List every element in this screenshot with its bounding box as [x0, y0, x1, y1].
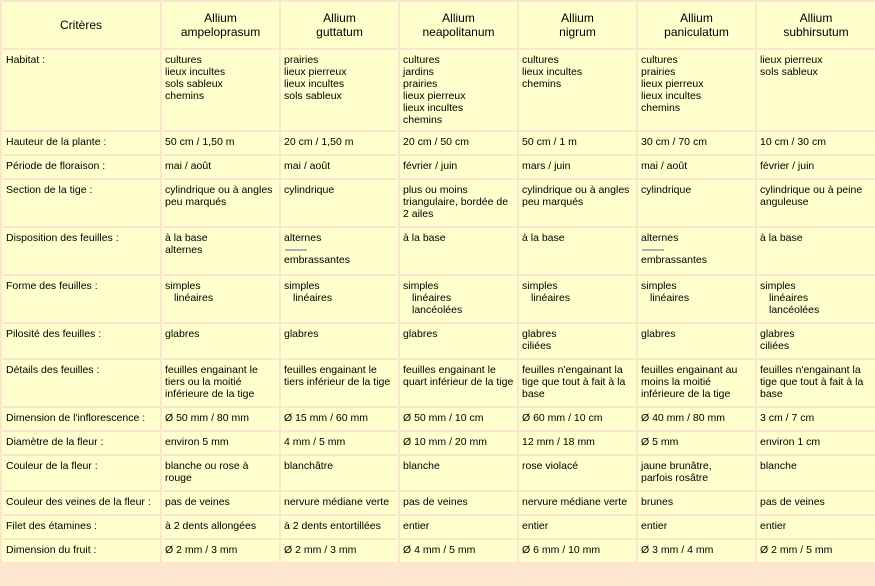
table-cell	[757, 408, 875, 430]
table-cell	[638, 492, 755, 514]
cell-text: lancéolées	[769, 304, 820, 316]
cell-text: sols sableux	[165, 78, 223, 90]
table-cell	[162, 408, 279, 430]
cell-text: cylindrique ou à angles peu marqués	[522, 184, 630, 208]
cell-text: alternes	[641, 232, 679, 244]
table-cell	[400, 228, 517, 274]
species-header: Allium neapolitanum	[400, 2, 517, 48]
table-row	[2, 492, 875, 514]
cell-text: Ø 10 mm / 20 mm	[403, 436, 488, 448]
table-cell	[162, 540, 279, 562]
cell-text: parfois rosâtre	[641, 472, 709, 484]
table-cell	[757, 516, 875, 538]
cell-text: cultures	[522, 54, 559, 66]
table-cell	[638, 324, 755, 358]
header-row	[2, 2, 875, 48]
cell-text: alternes	[284, 232, 322, 244]
table-cell	[757, 276, 875, 322]
table-cell	[400, 324, 517, 358]
cell-text: environ 5 mm	[165, 436, 229, 448]
cell-text: chemins	[403, 114, 443, 126]
table-cell	[400, 132, 517, 154]
cell-text: glabres	[284, 328, 319, 340]
table-cell	[162, 276, 279, 322]
table-cell	[757, 492, 875, 514]
cell-text: lieux incultes	[403, 102, 464, 114]
table-cell	[757, 432, 875, 454]
criteria-header: Critères	[2, 2, 160, 48]
table-cell	[400, 276, 517, 322]
table-cell	[638, 228, 755, 274]
cell-text: pas de veines	[403, 496, 468, 508]
cell-text: feuilles engainant le tiers inférieur de la tige	[284, 364, 391, 388]
cell-text: Ø 2 mm / 5 mm	[760, 544, 833, 556]
cell-text: simples	[403, 280, 439, 292]
cell-text: mai / août	[284, 160, 331, 172]
table-cell	[519, 180, 636, 226]
cell-text: à 2 dents entortillées	[284, 520, 381, 532]
criterion-label: Disposition des feuilles :	[2, 228, 160, 274]
cell-text: cultures	[641, 54, 678, 66]
cell-text: cylindrique	[284, 184, 335, 196]
species-header: Allium nigrum	[519, 2, 636, 48]
cell-text: lieux pierreux	[641, 78, 704, 90]
table-cell	[638, 156, 755, 178]
table-cell	[519, 432, 636, 454]
cell-text: lieux pierreux	[284, 66, 347, 78]
cell-text: nervure médiane verte	[522, 496, 628, 508]
table-cell	[162, 516, 279, 538]
cell-text: lieux incultes	[641, 90, 702, 102]
table-cell	[757, 360, 875, 406]
table-cell	[281, 156, 398, 178]
cell-text: nervure médiane verte	[284, 496, 390, 508]
cell-text: lancéolées	[412, 304, 463, 316]
criterion-label: Habitat :	[2, 50, 160, 130]
cell-text: blanche	[760, 460, 797, 472]
cell-text: Ø 60 mm / 10 cm	[522, 412, 603, 424]
cell-text: cylindrique ou à peine anguleuse	[760, 184, 863, 208]
table-cell	[519, 276, 636, 322]
cell-text: lieux incultes	[522, 66, 583, 78]
cell-text: sols sableux	[284, 90, 342, 102]
table-cell	[162, 132, 279, 154]
table-cell	[638, 408, 755, 430]
cell-text: 50 cm / 1,50 m	[165, 136, 235, 148]
table-cell	[400, 50, 517, 130]
cell-text: jardins	[403, 66, 434, 78]
cell-text: jaune brunâtre,	[641, 460, 712, 472]
cell-text: à la base	[760, 232, 803, 244]
table-cell	[519, 228, 636, 274]
table-cell	[757, 540, 875, 562]
table-cell	[519, 456, 636, 490]
table-cell	[757, 324, 875, 358]
separator-dash	[642, 249, 664, 251]
table-row	[2, 228, 875, 274]
table-cell	[757, 228, 875, 274]
cell-text: linéaires	[650, 292, 690, 304]
cell-text: Ø 15 mm / 60 mm	[284, 412, 369, 424]
species-header: Allium guttatum	[281, 2, 398, 48]
table-cell	[400, 156, 517, 178]
cell-text: simples	[641, 280, 677, 292]
cell-text: prairies	[284, 54, 319, 66]
cell-text: mai / août	[165, 160, 212, 172]
cell-text: Ø 40 mm / 80 mm	[641, 412, 726, 424]
table-cell	[638, 456, 755, 490]
criterion-label: Pilosité des feuilles :	[2, 324, 160, 358]
separator-dash	[285, 249, 307, 251]
table-body	[2, 50, 875, 562]
cell-text: ciliées	[522, 340, 552, 352]
cell-text: feuilles n'engainant la tige que tout à fait à la base	[522, 364, 626, 400]
criterion-label: Dimension du fruit :	[2, 540, 160, 562]
table-cell	[519, 540, 636, 562]
cell-text: linéaires	[412, 292, 452, 304]
table-cell	[638, 180, 755, 226]
cell-text: mai / août	[641, 160, 688, 172]
cell-text: à la base	[403, 232, 446, 244]
table-cell	[281, 456, 398, 490]
cell-text: embrassantes	[284, 254, 350, 266]
cell-text: rose violacé	[522, 460, 579, 472]
criterion-label: Forme des feuilles :	[2, 276, 160, 322]
table-cell	[281, 516, 398, 538]
cell-text: lieux incultes	[284, 78, 345, 90]
cell-text: 10 cm / 30 cm	[760, 136, 826, 148]
cell-text: 50 cm / 1 m	[522, 136, 577, 148]
cell-text: simples	[760, 280, 796, 292]
cell-text: lieux incultes	[165, 66, 226, 78]
cell-text: cultures	[165, 54, 202, 66]
table-cell	[519, 360, 636, 406]
cell-text: linéaires	[769, 292, 809, 304]
table-cell	[162, 492, 279, 514]
cell-text: mars / juin	[522, 160, 571, 172]
criterion-label: Période de floraison :	[2, 156, 160, 178]
table-row	[2, 516, 875, 538]
cell-text: glabres	[403, 328, 438, 340]
table-row	[2, 132, 875, 154]
cell-text: février / juin	[403, 160, 458, 172]
cell-text: linéaires	[174, 292, 214, 304]
cell-text: pas de veines	[165, 496, 230, 508]
cell-text: prairies	[641, 66, 676, 78]
cell-text: simples	[522, 280, 558, 292]
table-row	[2, 432, 875, 454]
table-cell	[162, 180, 279, 226]
cell-text: Ø 5 mm	[641, 436, 679, 448]
cell-text: 12 mm / 18 mm	[522, 436, 595, 448]
table-row	[2, 408, 875, 430]
table-row	[2, 360, 875, 406]
table-cell	[519, 50, 636, 130]
table-row	[2, 276, 875, 322]
cell-text: chemins	[165, 90, 205, 102]
criterion-label: Diamètre de la fleur :	[2, 432, 160, 454]
cell-text: blanchâtre	[284, 460, 334, 472]
cell-text: lieux pierreux	[403, 90, 466, 102]
table-cell	[281, 180, 398, 226]
cell-text: glabres	[522, 328, 557, 340]
cell-text: Ø 50 mm / 80 mm	[165, 412, 250, 424]
table-row	[2, 540, 875, 562]
cell-text: pas de veines	[760, 496, 825, 508]
table-cell	[757, 180, 875, 226]
cell-text: entier	[522, 520, 549, 532]
cell-text: glabres	[760, 328, 795, 340]
table-cell	[757, 156, 875, 178]
cell-text: alternes	[165, 244, 203, 256]
cell-text: blanche ou rose à rouge	[165, 460, 249, 484]
cell-text: 3 cm / 7 cm	[760, 412, 815, 424]
cell-text: Ø 6 mm / 10 mm	[522, 544, 601, 556]
criterion-label: Détails des feuilles :	[2, 360, 160, 406]
cell-text: sols sableux	[760, 66, 818, 78]
table-cell	[757, 132, 875, 154]
cell-text: à la base	[522, 232, 565, 244]
table-cell	[281, 492, 398, 514]
cell-text: lieux pierreux	[760, 54, 823, 66]
cell-text: brunes	[641, 496, 674, 508]
species-header: Allium paniculatum	[638, 2, 755, 48]
cell-text: entier	[760, 520, 787, 532]
table-cell	[519, 492, 636, 514]
table-row	[2, 180, 875, 226]
cell-text: ciliées	[760, 340, 790, 352]
cell-text: chemins	[522, 78, 562, 90]
cell-text: feuilles engainant au moins la moitié inférieure de la tige	[641, 364, 738, 400]
table-cell	[519, 156, 636, 178]
cell-text: 30 cm / 70 cm	[641, 136, 707, 148]
cell-text: cultures	[403, 54, 440, 66]
table-cell	[281, 276, 398, 322]
table-cell	[281, 50, 398, 130]
cell-text: 4 mm / 5 mm	[284, 436, 346, 448]
table-cell	[400, 540, 517, 562]
criterion-label: Couleur des veines de la fleur :	[2, 492, 160, 514]
table-cell	[638, 516, 755, 538]
cell-text: 20 cm / 50 cm	[403, 136, 469, 148]
cell-text: glabres	[641, 328, 676, 340]
table-cell	[400, 180, 517, 226]
table-cell	[519, 516, 636, 538]
species-header: Allium ampeloprasum	[162, 2, 279, 48]
table-cell	[519, 324, 636, 358]
table-cell	[638, 360, 755, 406]
table-cell	[757, 456, 875, 490]
cell-text: simples	[165, 280, 201, 292]
table-cell	[519, 132, 636, 154]
table-cell	[162, 50, 279, 130]
cell-text: Ø 50 mm / 10 cm	[403, 412, 484, 424]
table-row	[2, 324, 875, 358]
species-header: Allium subhirsutum	[757, 2, 875, 48]
table-cell	[162, 360, 279, 406]
criterion-label: Filet des étamines :	[2, 516, 160, 538]
cell-text: embrassantes	[641, 254, 707, 266]
table-row	[2, 50, 875, 130]
table-row	[2, 456, 875, 490]
table-cell	[162, 228, 279, 274]
table-cell	[400, 360, 517, 406]
cell-text: feuilles engainant le tiers ou la moitié inférieure de la tige	[165, 364, 258, 400]
table-cell	[400, 432, 517, 454]
table-cell	[638, 276, 755, 322]
table-cell	[281, 228, 398, 274]
criterion-label: Section de la tige :	[2, 180, 160, 226]
criterion-label: Couleur de la fleur :	[2, 456, 160, 490]
cell-text: feuilles engainant le quart inférieur de la tige	[403, 364, 514, 388]
table-cell	[400, 516, 517, 538]
table-cell	[638, 540, 755, 562]
table-cell	[281, 408, 398, 430]
table-cell	[400, 456, 517, 490]
cell-text: linéaires	[531, 292, 571, 304]
cell-text: février / juin	[760, 160, 815, 172]
criterion-label: Dimension de l'inflorescence :	[2, 408, 160, 430]
cell-text: prairies	[403, 78, 438, 90]
cell-text: cylindrique	[641, 184, 692, 196]
cell-text: feuilles n'engainant la tige que tout à fait à la base	[760, 364, 864, 400]
table-cell	[281, 132, 398, 154]
cell-text: à la base	[165, 232, 208, 244]
table-cell	[757, 50, 875, 130]
table-cell	[281, 540, 398, 562]
table-row	[2, 156, 875, 178]
table-cell	[162, 432, 279, 454]
table-cell	[162, 324, 279, 358]
cell-text: chemins	[641, 102, 681, 114]
table-cell	[162, 456, 279, 490]
cell-text: glabres	[165, 328, 200, 340]
cell-text: cylindrique ou à angles peu marqués	[165, 184, 273, 208]
cell-text: blanche	[403, 460, 440, 472]
table-cell	[400, 492, 517, 514]
cell-text: entier	[403, 520, 430, 532]
cell-text: simples	[284, 280, 320, 292]
cell-text: Ø 2 mm / 3 mm	[165, 544, 238, 556]
table-cell	[162, 156, 279, 178]
cell-text: 20 cm / 1,50 m	[284, 136, 354, 148]
table-cell	[281, 432, 398, 454]
cell-text: environ 1 cm	[760, 436, 821, 448]
table-cell	[281, 360, 398, 406]
cell-text: Ø 3 mm / 4 mm	[641, 544, 714, 556]
table-cell	[519, 408, 636, 430]
cell-text: plus ou moins triangulaire, bordée de 2 ailes	[403, 184, 509, 220]
table-cell	[281, 324, 398, 358]
cell-text: à 2 dents allongées	[165, 520, 257, 532]
table-cell	[400, 408, 517, 430]
cell-text: Ø 2 mm / 3 mm	[284, 544, 357, 556]
table-cell	[638, 50, 755, 130]
table-cell	[638, 132, 755, 154]
criterion-label: Hauteur de la plante :	[2, 132, 160, 154]
cell-text: entier	[641, 520, 668, 532]
cell-text: linéaires	[293, 292, 333, 304]
cell-text: Ø 4 mm / 5 mm	[403, 544, 476, 556]
table-cell	[638, 432, 755, 454]
